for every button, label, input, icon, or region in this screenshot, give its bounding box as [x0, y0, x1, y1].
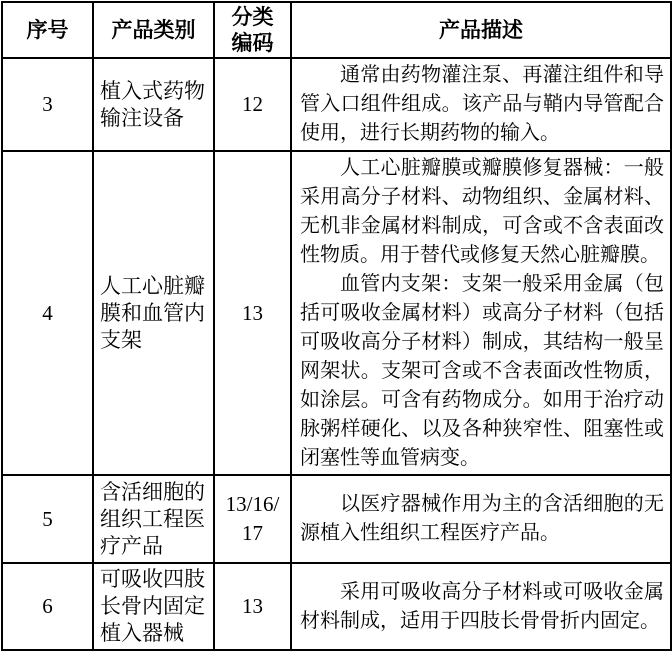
- table-row: [2, 475, 671, 563]
- cell-classification-code: 13: [214, 151, 291, 475]
- table-row: [2, 151, 671, 475]
- cell-classification-code: 13/​16/​17: [214, 475, 291, 563]
- table-row: [2, 563, 671, 650]
- column-header-product-category-label: 产品类别: [111, 18, 196, 42]
- column-header-serial-number-label: 序号: [26, 18, 69, 42]
- description-paragraph: 人工心脏瓣膜或瓣膜修复器械：一般采用高分子材料、动物组织、金属材料、无机非金属材料制成，可含或不含表面改性物质。用于替代或修复天然心脏瓣膜。: [300, 156, 664, 266]
- cell-product-category: 植入式药物输注设备: [93, 58, 214, 151]
- product-classification-table: [1, 1, 672, 651]
- cell-product-category: 人工心脏瓣膜和血管内支架: [93, 151, 214, 475]
- column-header-serial-number: [2, 2, 93, 58]
- cell-classification-code: 13: [214, 563, 291, 650]
- column-header-classification-code: [214, 2, 291, 58]
- cell-serial-number: 4: [2, 151, 93, 475]
- cell-serial-number: 3: [2, 58, 93, 151]
- column-header-classification-code-label: 分类编码: [231, 5, 274, 55]
- cell-product-category: 含活细胞的组织工程医疗产品: [93, 475, 214, 563]
- column-header-product-category: [93, 2, 214, 58]
- cell-product-category: 可吸收四肢长骨内固定植入器械: [93, 563, 214, 650]
- description-paragraph: 血管内支架：支架一般采用金属（包括可吸收金属材料）或高分子材料（包括可吸收高分子材料）制成，其结构一般呈网架状。支架可含或不含表面改性物质，如涂层。可含有药物成分。如用于治疗动脉粥样硬化、以及各种狭窄性、阻塞性或闭塞性等血管病变。: [300, 272, 664, 469]
- cell-product-description: [291, 151, 671, 475]
- description-paragraph: 采用可吸收高分子材料或可吸收金属材料制成，适用于四肢长骨骨折内固定。: [300, 580, 664, 632]
- cell-classification-code: 12: [214, 58, 291, 151]
- cell-serial-number: 5: [2, 475, 93, 563]
- description-paragraph: 以医疗器械作用为主的含活细胞的无源植入性组织工程医疗产品。: [300, 493, 664, 544]
- table-row: [2, 58, 671, 151]
- cell-product-description: [291, 475, 671, 563]
- table-header-row: [2, 2, 671, 58]
- cell-product-description: [291, 563, 671, 650]
- cell-serial-number: 6: [2, 563, 93, 650]
- description-paragraph: 通常由药物灌注泵、再灌注组件和导管入口组件组成。该产品与鞘内导管配合使用，进行长期药物的输入。: [300, 64, 664, 144]
- cell-product-description: [291, 58, 671, 151]
- column-header-product-description: [291, 2, 671, 58]
- column-header-product-description-label: 产品描述: [439, 18, 523, 42]
